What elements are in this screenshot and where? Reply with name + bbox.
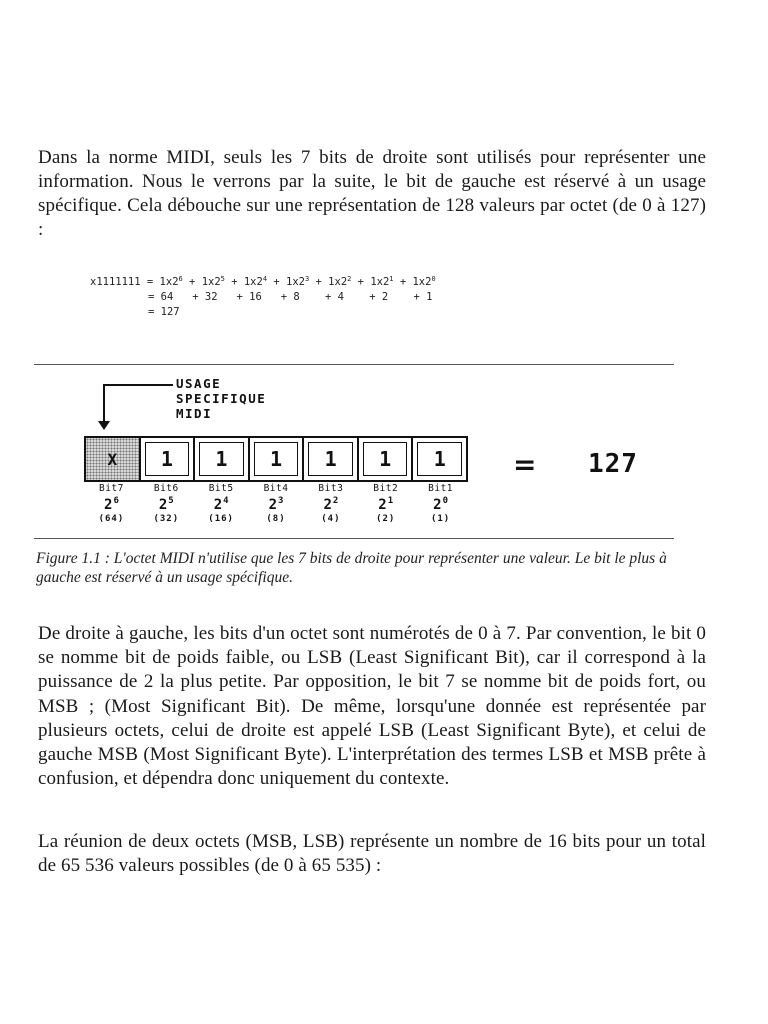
formula-line-1: $x1111111 = 1x2^6 + 1x2^5 + 1x2^4 + 1x2^3 + 1x2^2 + 1x2^1 + 1x2^0$ (90, 275, 436, 288)
power: $2^0$ (433, 496, 449, 513)
bit-value: 1 (324, 447, 337, 471)
powers-row (84, 496, 468, 513)
arrow-horizontal (103, 384, 173, 386)
intro-paragraph: Dans la norme MIDI, seuls les 7 bits de droite sont utilisés pour représenter une information. Nous le verrons par la suite, le bit de gauche est réservé à un usage spécifique. Cela débouche sur une représentation de 128 valeurs par octet (de 0 à 127) : (38, 147, 706, 240)
decimal-value: (64) (98, 514, 125, 524)
bit-label: Bit2 (373, 483, 399, 494)
bit-value: X (107, 449, 118, 469)
formula-term: $1x2^5$ (201, 275, 225, 288)
bit-cell-1 (413, 438, 466, 480)
figure-caption: Figure 1.1 : L'octet MIDI n'utilise que les 7 bits de droite pour représenter une valeur. Le bit le plus à gauche est réservé à un usage spécifique. (36, 550, 667, 586)
equals-sign: = (513, 448, 537, 481)
arrow-down-icon (98, 421, 110, 430)
byte-box (84, 436, 468, 482)
power: $2^5$ (158, 496, 174, 513)
decimal-value: (1) (430, 514, 451, 524)
bit-label: Bit6 (153, 483, 179, 494)
formula-term: $1x2^1$ (370, 275, 394, 288)
bit-label: Bit7 (98, 483, 124, 494)
bit-value: 1 (160, 447, 173, 471)
power: $2^1$ (378, 496, 394, 513)
power: $2^3$ (268, 496, 284, 513)
bit-value: 1 (215, 447, 228, 471)
bit-value: 1 (379, 447, 392, 471)
bit-cell-2 (359, 438, 414, 480)
bits-paragraph: De droite à gauche, les bits d'un octet sont numérotés de 0 à 7. Par convention, le bit 0 se nomme bit de poids faible, ou LSB (Least Significant Bit), car il correspond à la puissance de 2 la plus petite. Par opposition, le bit 7 se nomme bit de poids fort, ou MSB ; (Most Significant Bit). De même, lorsqu'une donnée est représentée par plusieurs octets, celui de droite est appelé LSB (Least Significant Byte), et celui de gauche MSB (Most Significant Byte). L'interprétation des termes LSB et MSB prête à confusion, et dépendra donc uniquement du contexte. (38, 623, 706, 790)
bit-cell-5 (195, 438, 250, 480)
bit-labels-row (84, 483, 468, 494)
arrow-vertical (103, 384, 105, 422)
decimal-value: (4) (321, 514, 341, 524)
figure-top-rule (34, 364, 674, 365)
bit-label: Bit1 (428, 483, 454, 494)
formula-term: $1x2^0$ (412, 275, 436, 288)
result-value: 127 (588, 449, 638, 479)
formula-term: $1x2^6$ (159, 275, 183, 288)
formula-term: $1x2^3$ (286, 275, 310, 288)
bit-cell-7 (86, 438, 141, 480)
decimal-values-row (84, 514, 468, 524)
formula-term: $1x2^2$ (328, 275, 352, 288)
decimal-value: (16) (208, 514, 234, 524)
union-paragraph: La réunion de deux octets (MSB, LSB) représente un nombre de 16 bits pour un total de 65 536 valeurs possibles (de 0 à 65 535) : (38, 831, 706, 876)
decimal-value: (2) (376, 514, 396, 524)
power: $2^6$ (104, 496, 119, 513)
power: $2^2$ (323, 496, 339, 513)
decimal-value: (8) (266, 514, 286, 524)
bit-label: Bit5 (208, 483, 234, 494)
bit-cell-3 (304, 438, 359, 480)
binary-formula (90, 272, 436, 320)
bit-label: Bit4 (263, 483, 289, 494)
formula-line-3: = 127 (148, 306, 180, 318)
bit-value: 1 (433, 447, 446, 471)
bit-label: Bit3 (318, 483, 344, 494)
bit-cell-6 (141, 438, 196, 480)
decimal-value: (32) (153, 514, 180, 524)
formula-term: $1x2^4$ (243, 275, 268, 288)
formula-lhs: x1111111 (90, 276, 141, 288)
usage-label: USAGE SPECIFIQUE MIDI (176, 376, 267, 421)
bit-cell-4 (250, 438, 305, 480)
figure-bottom-rule (34, 538, 674, 539)
formula-line-2: = 64 + 32 + 16 + 8 + 4 + 2 + 1 (148, 291, 433, 303)
power: $2^4$ (213, 496, 229, 513)
bit-value: 1 (270, 447, 283, 471)
